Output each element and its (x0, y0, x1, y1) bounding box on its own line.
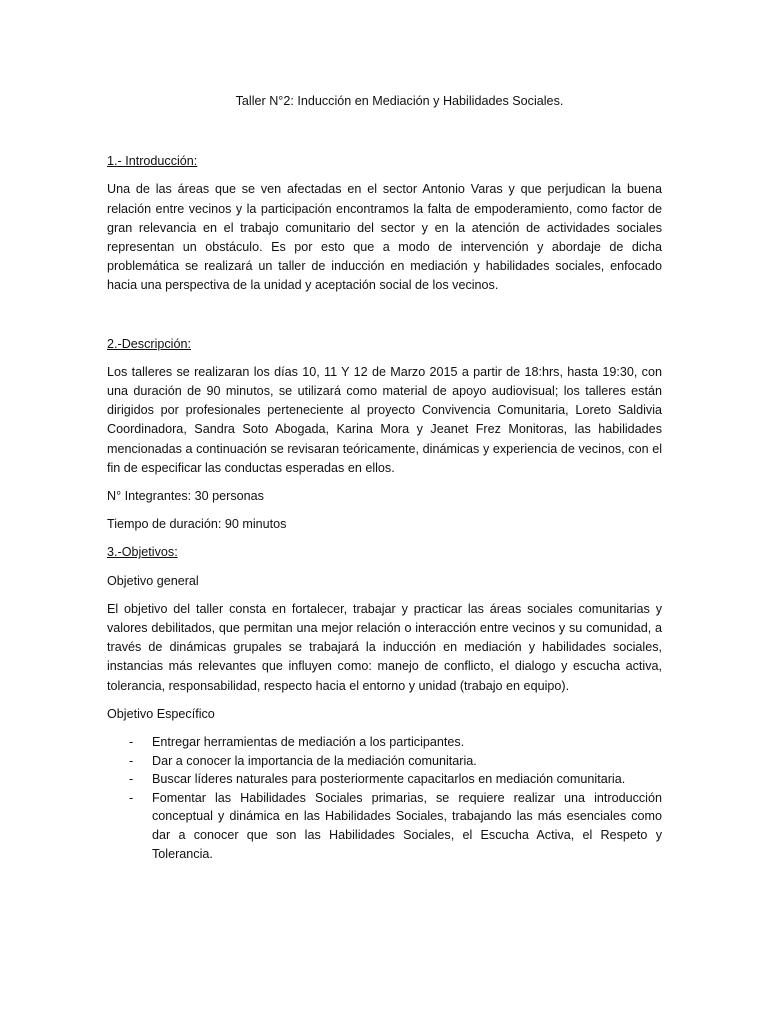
integrantes-line: N° Integrantes: 30 personas (107, 489, 264, 504)
descripcion-heading: 2.-Descripción: (107, 336, 191, 351)
duracion-line: Tiempo de duración: 90 minutos (107, 517, 287, 532)
objetivo-general-label: Objetivo general (107, 573, 199, 588)
intro-paragraph: Una de las áreas que se ven afectadas en el sector Antonio Varas y que perjudican la buena relación entre vecinos y la participación encontramos la falta de empoderamiento, como factor de gran relevancia en el trabajo comunitario del sector y en la atención de actividades sociales representan un obstáculo. Es por esto que a modo de intervención y abordaje de dicha problemática se realizará un taller de inducción en mediación y habilidades sociales, enfocado hacia una perspectiva de la unidad y aceptación social de los vecinos. (107, 182, 662, 293)
intro-heading: 1.- Introducción: (107, 154, 198, 169)
list-item (107, 733, 662, 752)
list-item-text: Entregar herramientas de mediación a los participantes. (152, 735, 465, 750)
objetivos-especificos-list (107, 733, 662, 863)
list-item (107, 752, 662, 771)
document-body (107, 92, 662, 863)
list-item (107, 789, 662, 863)
bullet-dash: - (129, 753, 134, 768)
objetivos-heading: 3.-Objetivos: (107, 545, 178, 560)
list-item-text: Dar a conocer la importancia de la mediación comunitaria. (152, 753, 477, 768)
list-item-text: Buscar líderes naturales para posteriormente capacitarlos en mediación comunitaria. (152, 772, 626, 787)
list-item-text: Fomentar las Habilidades Sociales primarias, se requiere realizar una introducción conceptual y dinámica en las Habilidades Sociales, trabajando las más esenciales como dar a conocer que son las Habilidades Sociales, el Escucha Activa, el Respeto y Tolerancia. (152, 790, 662, 861)
bullet-dash: - (129, 735, 134, 750)
objetivo-especifico-label: Objetivo Específico (107, 706, 215, 721)
bullet-dash: - (129, 790, 134, 805)
descripcion-paragraph: Los talleres se realizaran los días 10, 11 Y 12 de Marzo 2015 a partir de 18:hrs, hasta 19:30, con una duración de 90 minutos, se utilizará como material de apoyo audiovisual; los talleres están dirigidos por profesionales perteneciente al proyecto Convivencia Comunitaria, Loreto Saldivia Coordinadora, Sandra Soto Abogada, Karina Mora y Jeanet Frez Monitoras, las habilidades mencionadas a continuación se revisaran teóricamente, dinámicas y experiencia de vecinos, con el fin de especificar las conductas esperadas en ellos. (107, 364, 662, 475)
bullet-dash: - (129, 772, 134, 787)
document-title: Taller N°2: Inducción en Mediación y Habilidades Sociales. (235, 94, 564, 108)
objetivo-general-paragraph: El objetivo del taller consta en fortalecer, trabajar y practicar las áreas sociales comunitarias y valores debilitados, que permitan una mejor relación o interacción entre vecinos y su comunidad, a través de dinámicas grupales se trabajará la inducción en mediación y habilidades sociales, instancias más relevantes que influyen como: manejo de conflicto, el dialogo y escucha activa, tolerancia, responsabilidad, respecto hacia el entorno y unidad (trabajo en equipo). (107, 601, 662, 693)
list-item (107, 770, 662, 789)
